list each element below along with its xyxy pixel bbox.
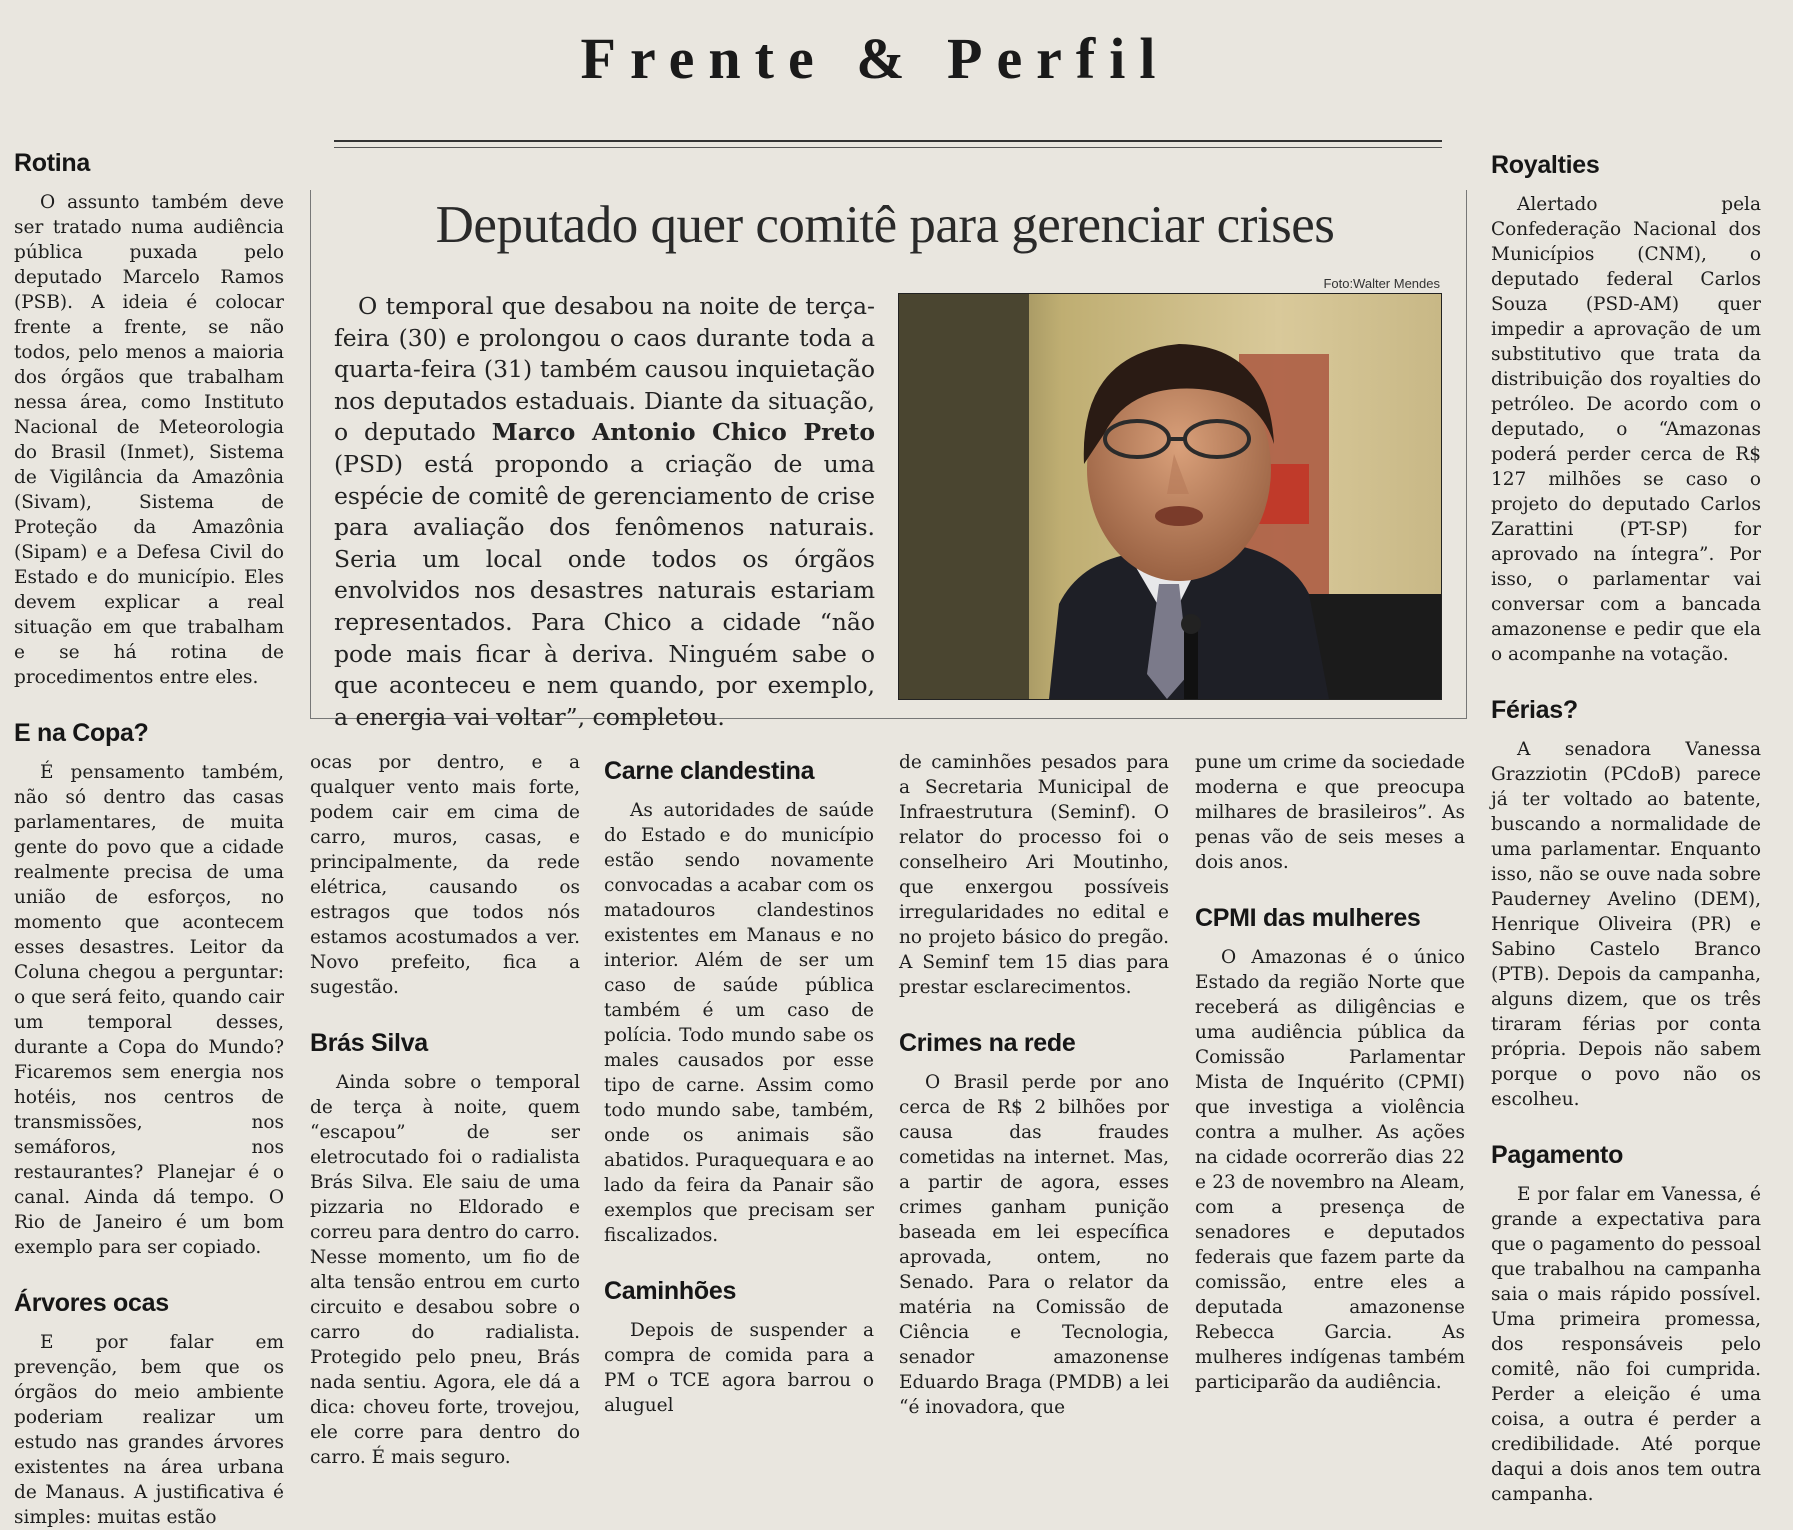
section-title: Rotina (14, 149, 90, 177)
column-5 (1195, 750, 1465, 1395)
section-body: A senadora Vanessa Grazziotin (PCdoB) parece já ter voltado ao batente, buscando a normalidade de uma parlamentar. Enquanto isso, não se ouve nada sobre Pauderney Avelino (DEM), Henrique Oliveira (PR) e Sabino Castelo Branco (PTB). Depois da campanha, alguns dizem, que os três tiraram férias por conta própria. Depois não sabem porque o povo não os escolheu. (1491, 739, 1761, 1110)
section-carne (604, 756, 874, 1248)
section-title: Caminhões (604, 1277, 737, 1305)
column-left (14, 148, 284, 1530)
section-body-continued: ocas por dentro, e a qualquer vento mais forte, podem cair em cima de carro, muros, casas, e principalmente, da rede elétrica, causando os estragos que todos nós estamos acostumados a ver. Novo prefeito, fica a sugestão. (310, 752, 580, 998)
section-body: E por falar em prevenção, bem que os órgãos do meio ambiente poderiam realizar um estudo nas grandes árvores existentes na área urbana de Manaus. A justificativa é simples: muitas estão (14, 1332, 284, 1528)
section-bras (310, 1028, 580, 1470)
section-body: O Brasil perde por ano cerca de R$ 2 bilhões por causa das fraudes cometidas na internet. Mas, a partir de agora, esses crimes ganham punição baseada em lei específica aprovada, ontem, no Senado. Para o relator da matéria na Comissão de Ciência e Tecnologia, senador amazonense Eduardo Braga (PMDB) a lei “é inovadora, que (899, 1072, 1169, 1418)
column-right (1491, 150, 1761, 1507)
section-title: Pagamento (1491, 1141, 1624, 1169)
section-body-continued: pune um crime da sociedade moderna e que preocupa milhares de brasileiros”. As penas vão de seis meses a dois anos. (1195, 752, 1465, 873)
column-masthead: Frente & Perfil (580, 26, 1170, 91)
section-title: CPMI das mulheres (1195, 904, 1421, 932)
section-body: O assunto também deve ser tratado numa audiência pública puxada pelo deputado Marcelo Ramos (PSB). A ideia é colocar frente a frente, se não todos, pelo menos a maioria dos órgãos que trabalham nessa área, como Instituto Nacional de Meteorologia do Brasil (Inmet), Sistema de Vigilância da Amazônia (Sivam), Sistema de Proteção da Amazônia (Sipam) e a Defesa Civil do Estado e do município. Eles devem explicar a real situação em que trabalham e se há rotina de procedimentos entre eles. (14, 192, 284, 688)
section-crimes (899, 1028, 1169, 1420)
section-copa (14, 718, 284, 1260)
section-title: Crimes na rede (899, 1029, 1076, 1057)
section-body: O Amazonas é o único Estado da região Norte que receberá as diligências e uma audiência pública da Comissão Parlamentar Mista de Inquérito (CPMI) que investiga a violência contra a mulher. As ações na cidade ocorrerão dias 22 e 23 de novembro na Aleam, com a presença de senadores e deputados federais que fazem parte da comissão, entre eles a deputada amazonense Rebecca Garcia. As mulheres indígenas também participarão da audiência. (1195, 947, 1465, 1393)
section-body-continued: de caminhões pesados para a Secretaria Municipal de Infraestrutura (Seminf). O relator do processo foi o conselheiro Ari Moutinho, que enxergou possíveis irregularidades no edital e no projeto básico do pregão. A Seminf tem 15 dias para prestar esclarecimentos. (899, 752, 1169, 998)
section-arvores (14, 1288, 284, 1530)
section-title: Carne clandestina (604, 757, 815, 785)
headline: Deputado quer comitê para gerenciar crises (435, 196, 1335, 254)
lead-deputy-name: Marco Antonio Chico Preto (491, 418, 875, 447)
masthead-rule-thin (334, 147, 1442, 148)
section-rotina (14, 148, 284, 690)
photo-credit: Foto:Walter Mendes (1323, 276, 1440, 291)
lead-paragraph (334, 291, 875, 733)
lead-text-2: (PSD) está propondo a criação de uma espécie de comitê de gerenciamento de crise para avaliação dos fenômenos naturais. Seria um local onde todos os órgãos envolvidos nos desastres naturais estariam representados. Para Chico a cidade “não pode mais ficar à deriva. Ninguém sabe o que aconteceu e nem quando, por exemplo, a energia vai voltar”, completou. (334, 449, 875, 731)
section-body: Depois de suspender a compra de comida para a PM o TCE agora barrou o aluguel (604, 1320, 874, 1416)
section-royalties (1491, 150, 1761, 667)
column-4 (899, 750, 1169, 1420)
section-caminhoes (604, 1276, 874, 1418)
section-pagamento (1491, 1140, 1761, 1507)
column-2 (310, 750, 580, 1470)
section-body: É pensamento também, não só dentro das casas parlamentares, de muita gente do povo que a cidade realmente precisa de uma união de esforços, no momento que acontecem esses desastres. Leitor da Coluna chegou a perguntar: o que será feito, quando cair um temporal desses, durante a Copa do Mundo? Ficaremos sem energia nos hotéis, nos centros de transmissões, nos semáforos, nos restaurantes? Planejar é o canal. Ainda dá tempo. O Rio de Janeiro é um bom exemplo para ser copiado. (14, 762, 284, 1258)
section-body: E por falar em Vanessa, é grande a expectativa para que o pagamento do pessoal que trabalhou na campanha saia o mais rápido possível. Uma primeira promessa, dos responsáveis pelo comitê, não foi cumprida. Perder a eleição é uma coisa, a outra é perder a credibilidade. Até porque daqui a dois anos tem outra campanha. (1491, 1184, 1761, 1505)
section-body: Alertado pela Confederação Nacional dos Municípios (CNM), o deputado federal Carlos Souza (PSD-AM) quer impedir a aprovação de um substitutivo que trata da distribuição dos royalties do petróleo. De acordo com o deputado, o “Amazonas poderá perder cerca de R$ 127 milhões se caso o projeto do deputado Carlos Zarattini (PT-SP) for aprovado na íntegra”. Por isso, o parlamentar vai conversar com a bancada amazonense e pedir que ela o acompanhe na votação. (1491, 194, 1761, 665)
section-title: Brás Silva (310, 1029, 428, 1057)
section-body: As autoridades de saúde do Estado e do município estão sendo novamente convocadas a acabar com os matadouros clandestinos existentes em Manaus e no interior. Além de ser um caso de saúde pública também é um caso de polícia. Todo mundo sabe os males causados por esse tipo de carne. Assim como todo mundo sabe, também, onde os animais são abatidos. Puraquequara e ao lado da feira da Panair são exemplos que precisam ser fiscalizados. (604, 800, 874, 1246)
section-title: Árvores ocas (14, 1289, 169, 1317)
column-3 (604, 756, 874, 1418)
section-ferias (1491, 695, 1761, 1112)
section-body: Ainda sobre o temporal de terça à noite, quem “escapou” de ser eletrocutado foi o radialista Brás Silva. Ele saiu de uma pizzaria no Eldorado e correu para dentro do carro. Nesse momento, um fio de alta tensão entrou em curto circuito e desabou sobre o carro do radialista. Protegido pelo pneu, Brás nada sentiu. Agora, ele dá a dica: choveu forte, trovejou, ele corre para dentro do carro. É mais seguro. (310, 1072, 580, 1468)
lead-text-1: O temporal que desabou na noite de terça-feira (30) e prolongou o caos durante toda a quarta-feira (31) também causou inquietação nos deputados estaduais. Diante da situação, o deputado (334, 292, 875, 447)
deputy-photo (898, 293, 1442, 700)
masthead-rule (334, 140, 1442, 142)
section-title: E na Copa? (14, 719, 149, 747)
section-title: Royalties (1491, 151, 1600, 179)
section-title: Férias? (1491, 696, 1578, 724)
section-cpmi (1195, 903, 1465, 1395)
